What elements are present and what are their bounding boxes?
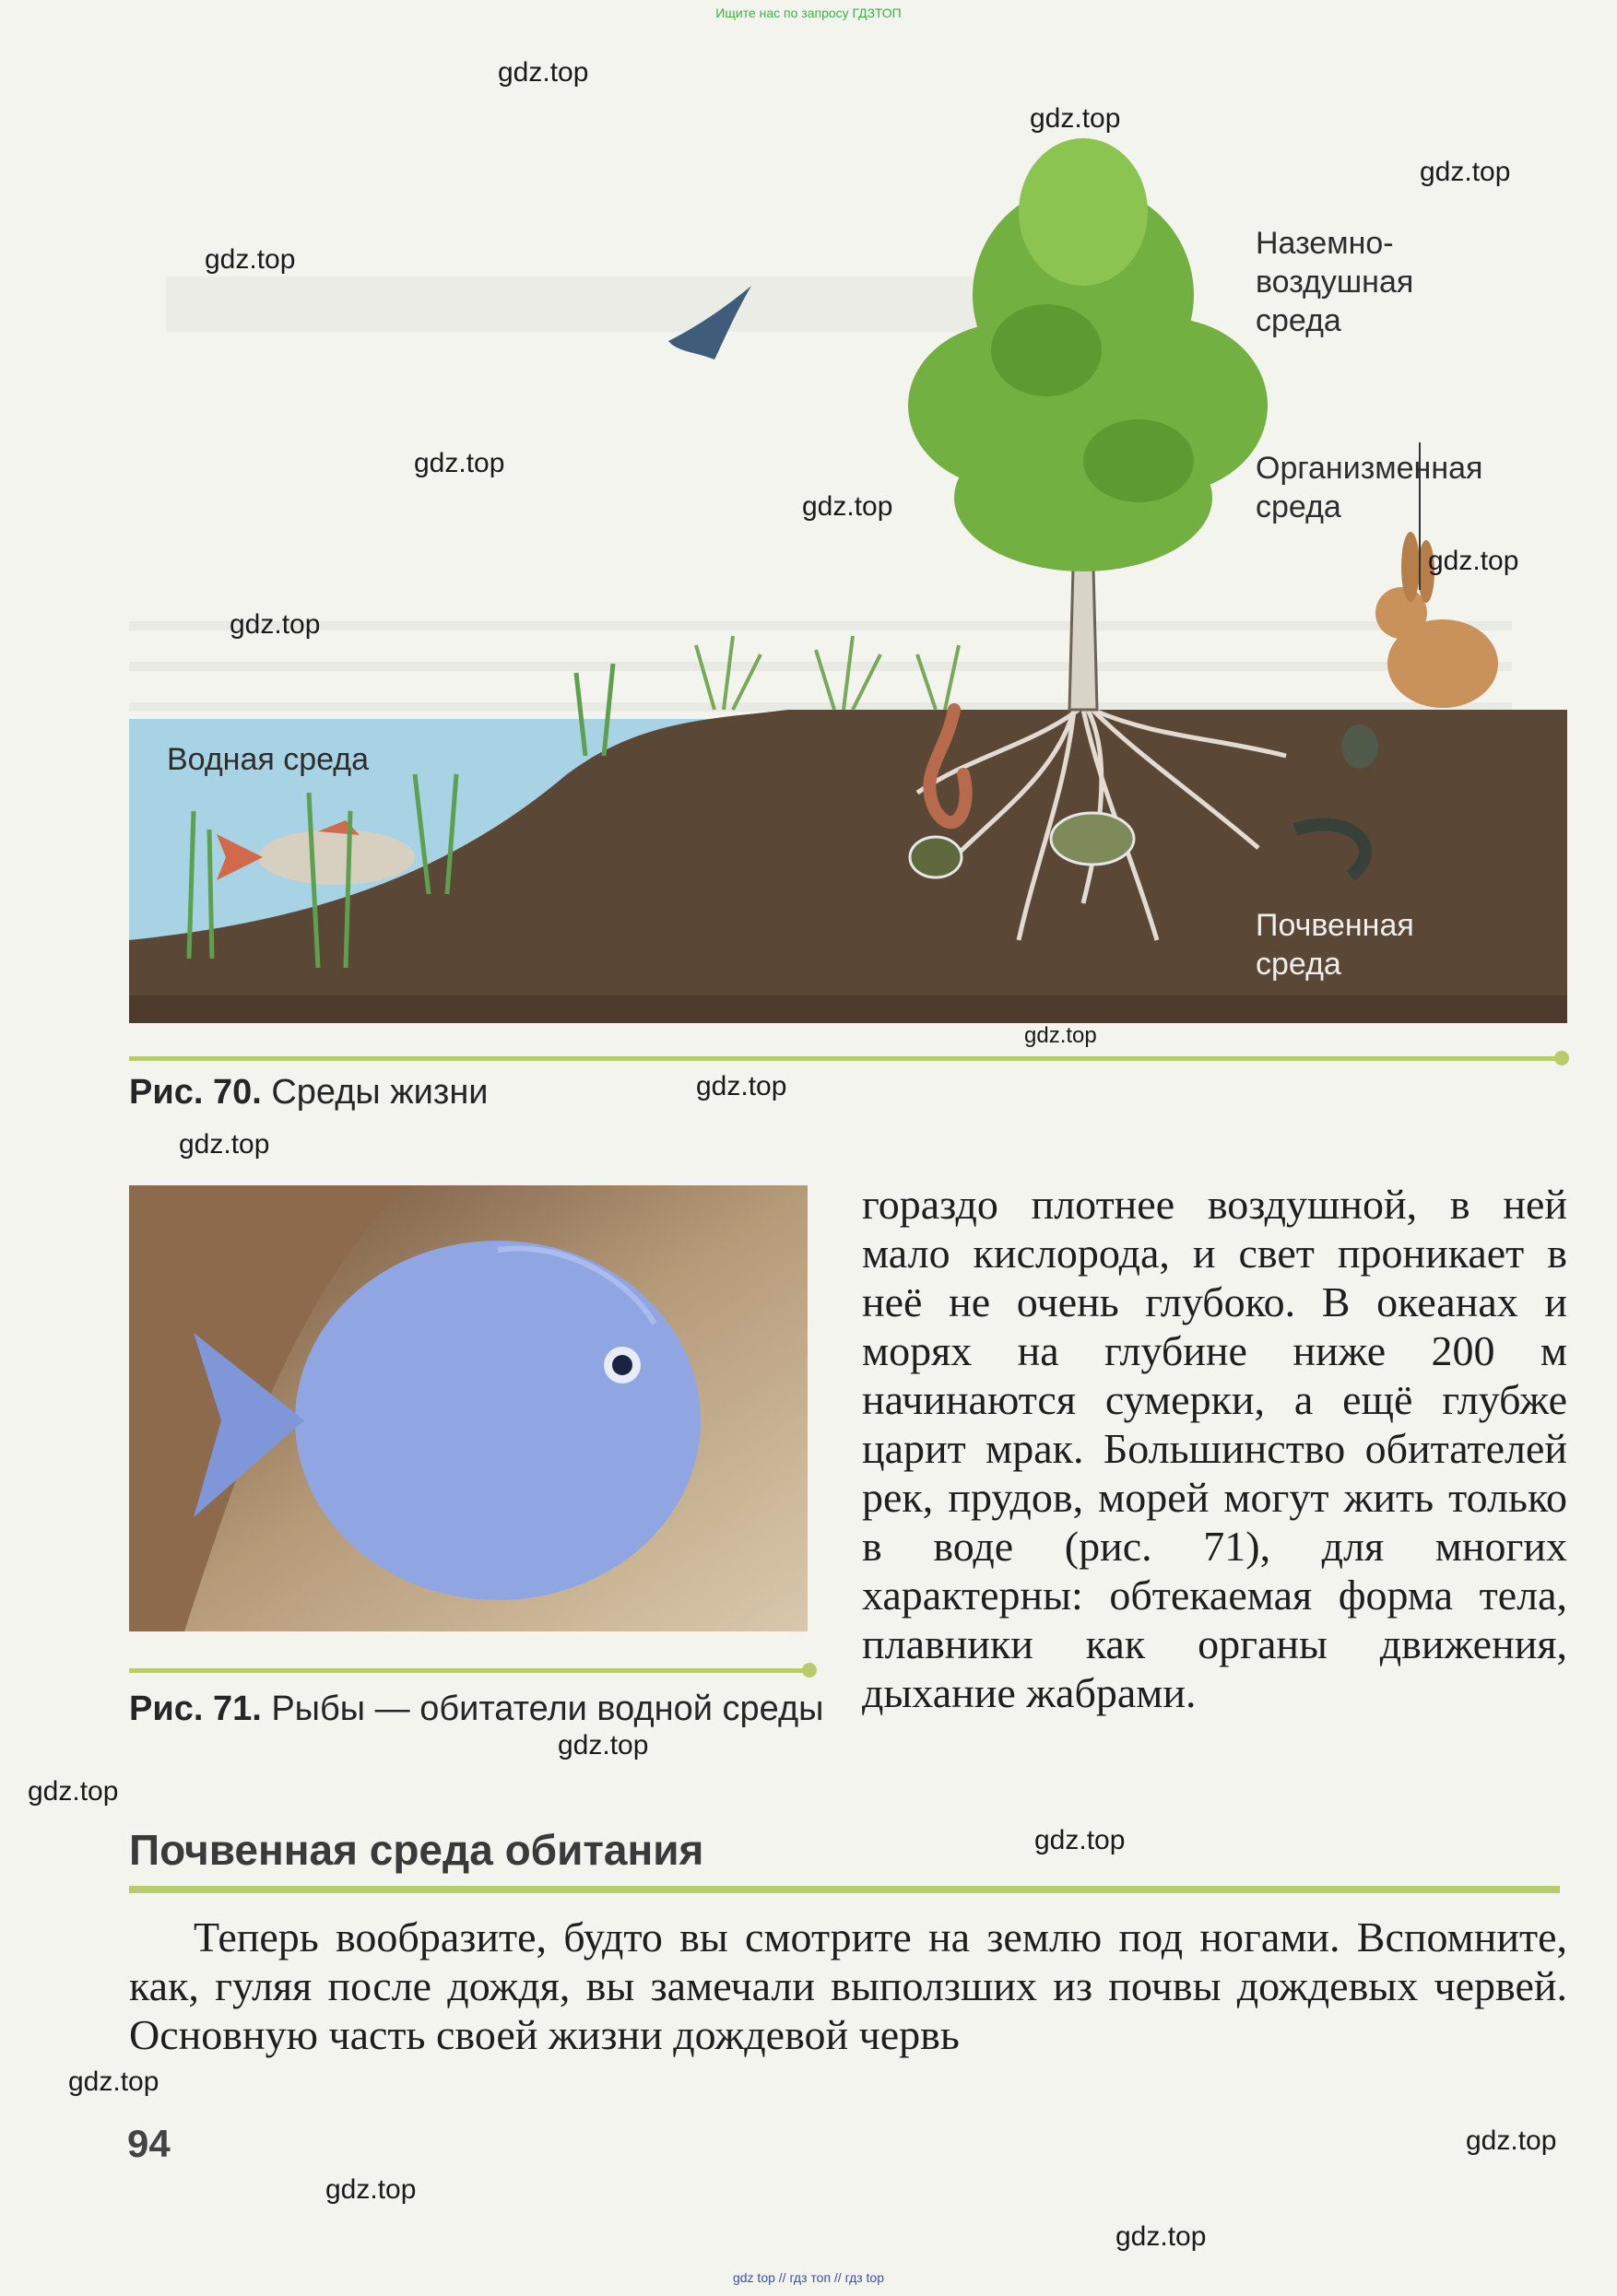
watermark: gdz.top [1030, 103, 1121, 134]
watermark: gdz.top [1420, 157, 1511, 187]
label-water-habitat: Водная среда [167, 742, 370, 777]
watermark: gdz.top [1466, 2125, 1557, 2156]
watermark: gdz.top [325, 2174, 417, 2205]
beetle-icon [1341, 724, 1378, 769]
blue-fish-photo [129, 1185, 808, 1631]
fig71-caption [129, 1685, 830, 1733]
fig70-caption [129, 1073, 489, 1113]
top-banner: Ищите нас по запросу ГДЗТОП [715, 6, 902, 20]
bottom-banner: gdz top // гдз топ // гдз top [732, 2270, 885, 2285]
fig71-caption-text: Рыбы — обитатели водной среды [261, 1690, 824, 1728]
fig71-rule [129, 1668, 808, 1673]
watermark: gdz.top [230, 609, 321, 640]
section-heading: Почвенная среда обитания [129, 1826, 704, 1874]
paragraph-soil-habitat: Теперь вообразите, будто вы смотрите на землю под ногами. Вспомните, как, гуляя после дождя, вы замечали выползших из почвы дождевых червей. Основную часть своей жизни дождевой червь [129, 1913, 1567, 2058]
fig71-rule-dot [802, 1663, 817, 1678]
watermark: gdz.top [179, 1129, 270, 1160]
watermark: gdz.top [802, 491, 893, 522]
fig70-caption-number: Рис. 70. [129, 1073, 262, 1112]
fig70-caption-text: Среды жизни [261, 1073, 489, 1112]
larva-icon [1051, 813, 1134, 865]
paragraph-water-habitat: гораздо плотнее воздушной, в ней мало кислорода, и свет проникает в неё не очень глубоко. В океанах и морях на глубине ниже 200 м начинаются сумерки, а ещё глубже царит мрак. Большинство обитателей рек, прудов, морей могут жить только в воде (рис. 71), для многих характерны: обтекаемая форма тела, плавники как органы движения, дыхание жабрами. [862, 1181, 1567, 1716]
watermark: gdz.top [205, 244, 296, 275]
fig71-caption-number: Рис. 71. [129, 1690, 262, 1728]
watermark: gdz.top [68, 2066, 159, 2097]
watermark: gdz.top [1024, 1023, 1097, 1048]
page-number: 94 [127, 2122, 171, 2165]
watermark: gdz.top [28, 1776, 119, 1807]
watermark: gdz.top [1034, 1825, 1126, 1855]
watermark: gdz.top [558, 1730, 649, 1760]
fig70-rule [129, 1056, 1560, 1061]
label-organism-habitat: Организменная среда [1256, 451, 1483, 524]
watermark: gdz.top [498, 57, 589, 88]
section-heading-rule [129, 1886, 1560, 1893]
label-soil-habitat: Почвенная среда [1256, 908, 1414, 982]
beetle-larva-icon [910, 837, 962, 877]
watermark: gdz.top [414, 448, 505, 478]
watermark: gdz.top [696, 1071, 787, 1101]
watermark: gdz.top [1115, 2221, 1207, 2252]
grass-tufts [696, 636, 959, 710]
tree-crown [908, 138, 1268, 571]
watermark: gdz.top [1428, 546, 1519, 576]
label-air-habitat: Наземно- воздушная среда [1256, 226, 1414, 338]
fig70-rule-dot [1554, 1051, 1569, 1066]
swallow-icon [668, 286, 751, 359]
